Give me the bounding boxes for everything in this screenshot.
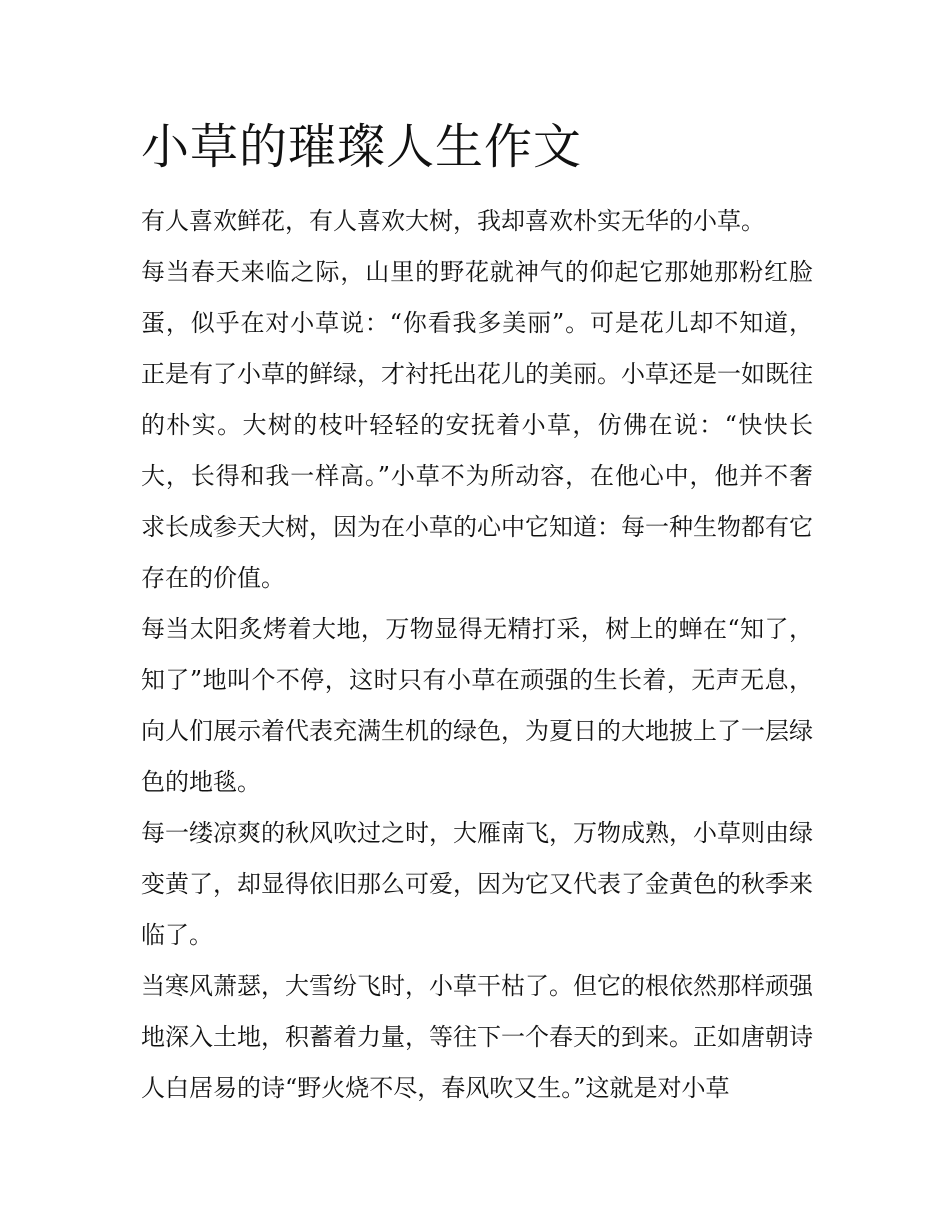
paragraph: 每一缕凉爽的秋风吹过之时，大雁南飞，万物成熟，小草则由绿变黄了，却显得依旧那么可爱，因为它又代表了金黄色的秋季来临了。 xyxy=(141,819,813,949)
paragraph: 每当春天来临之际，山里的野花就神气的仰起它那她那粉红脸蛋，似乎在对小草说：“你看我多美丽”。可是花儿却不知道，正是有了小草的鲜绿，才衬托出花儿的美丽。小草还是一如既往的朴实。大树的枝叶轻轻的安抚着小草，仿佛在说：“快快长大，长得和我一样高。”小草不为所动容，在他心中，他并不奢求长成参天大树，因为在小草的心中它知道：每一种生物都有它存在的价值。 xyxy=(141,258,813,592)
paragraph: 有人喜欢鲜花，有人喜欢大树，我却喜欢朴实无华的小草。 xyxy=(141,207,765,235)
document-content xyxy=(141,118,813,1114)
paragraph: 每当太阳炙烤着大地，万物显得无精打采，树上的蝉在“知了，知了”地叫个不停，这时只有小草在顽强的生长着，无声无息，向人们展示着代表充满生机的绿色，为夏日的大地披上了一层绿色的地毯。 xyxy=(141,615,813,796)
document-title: 小草的璀璨人生作文 xyxy=(141,119,583,175)
document-body xyxy=(141,196,813,1114)
paragraph: 当寒风萧瑟，大雪纷飞时，小草干枯了。但它的根依然那样顽强地深入土地，积蓄着力量，等往下一个春天的到来。正如唐朝诗人白居易的诗“野火烧不尽，春风吹又生。”这就是对小草 xyxy=(141,972,813,1102)
